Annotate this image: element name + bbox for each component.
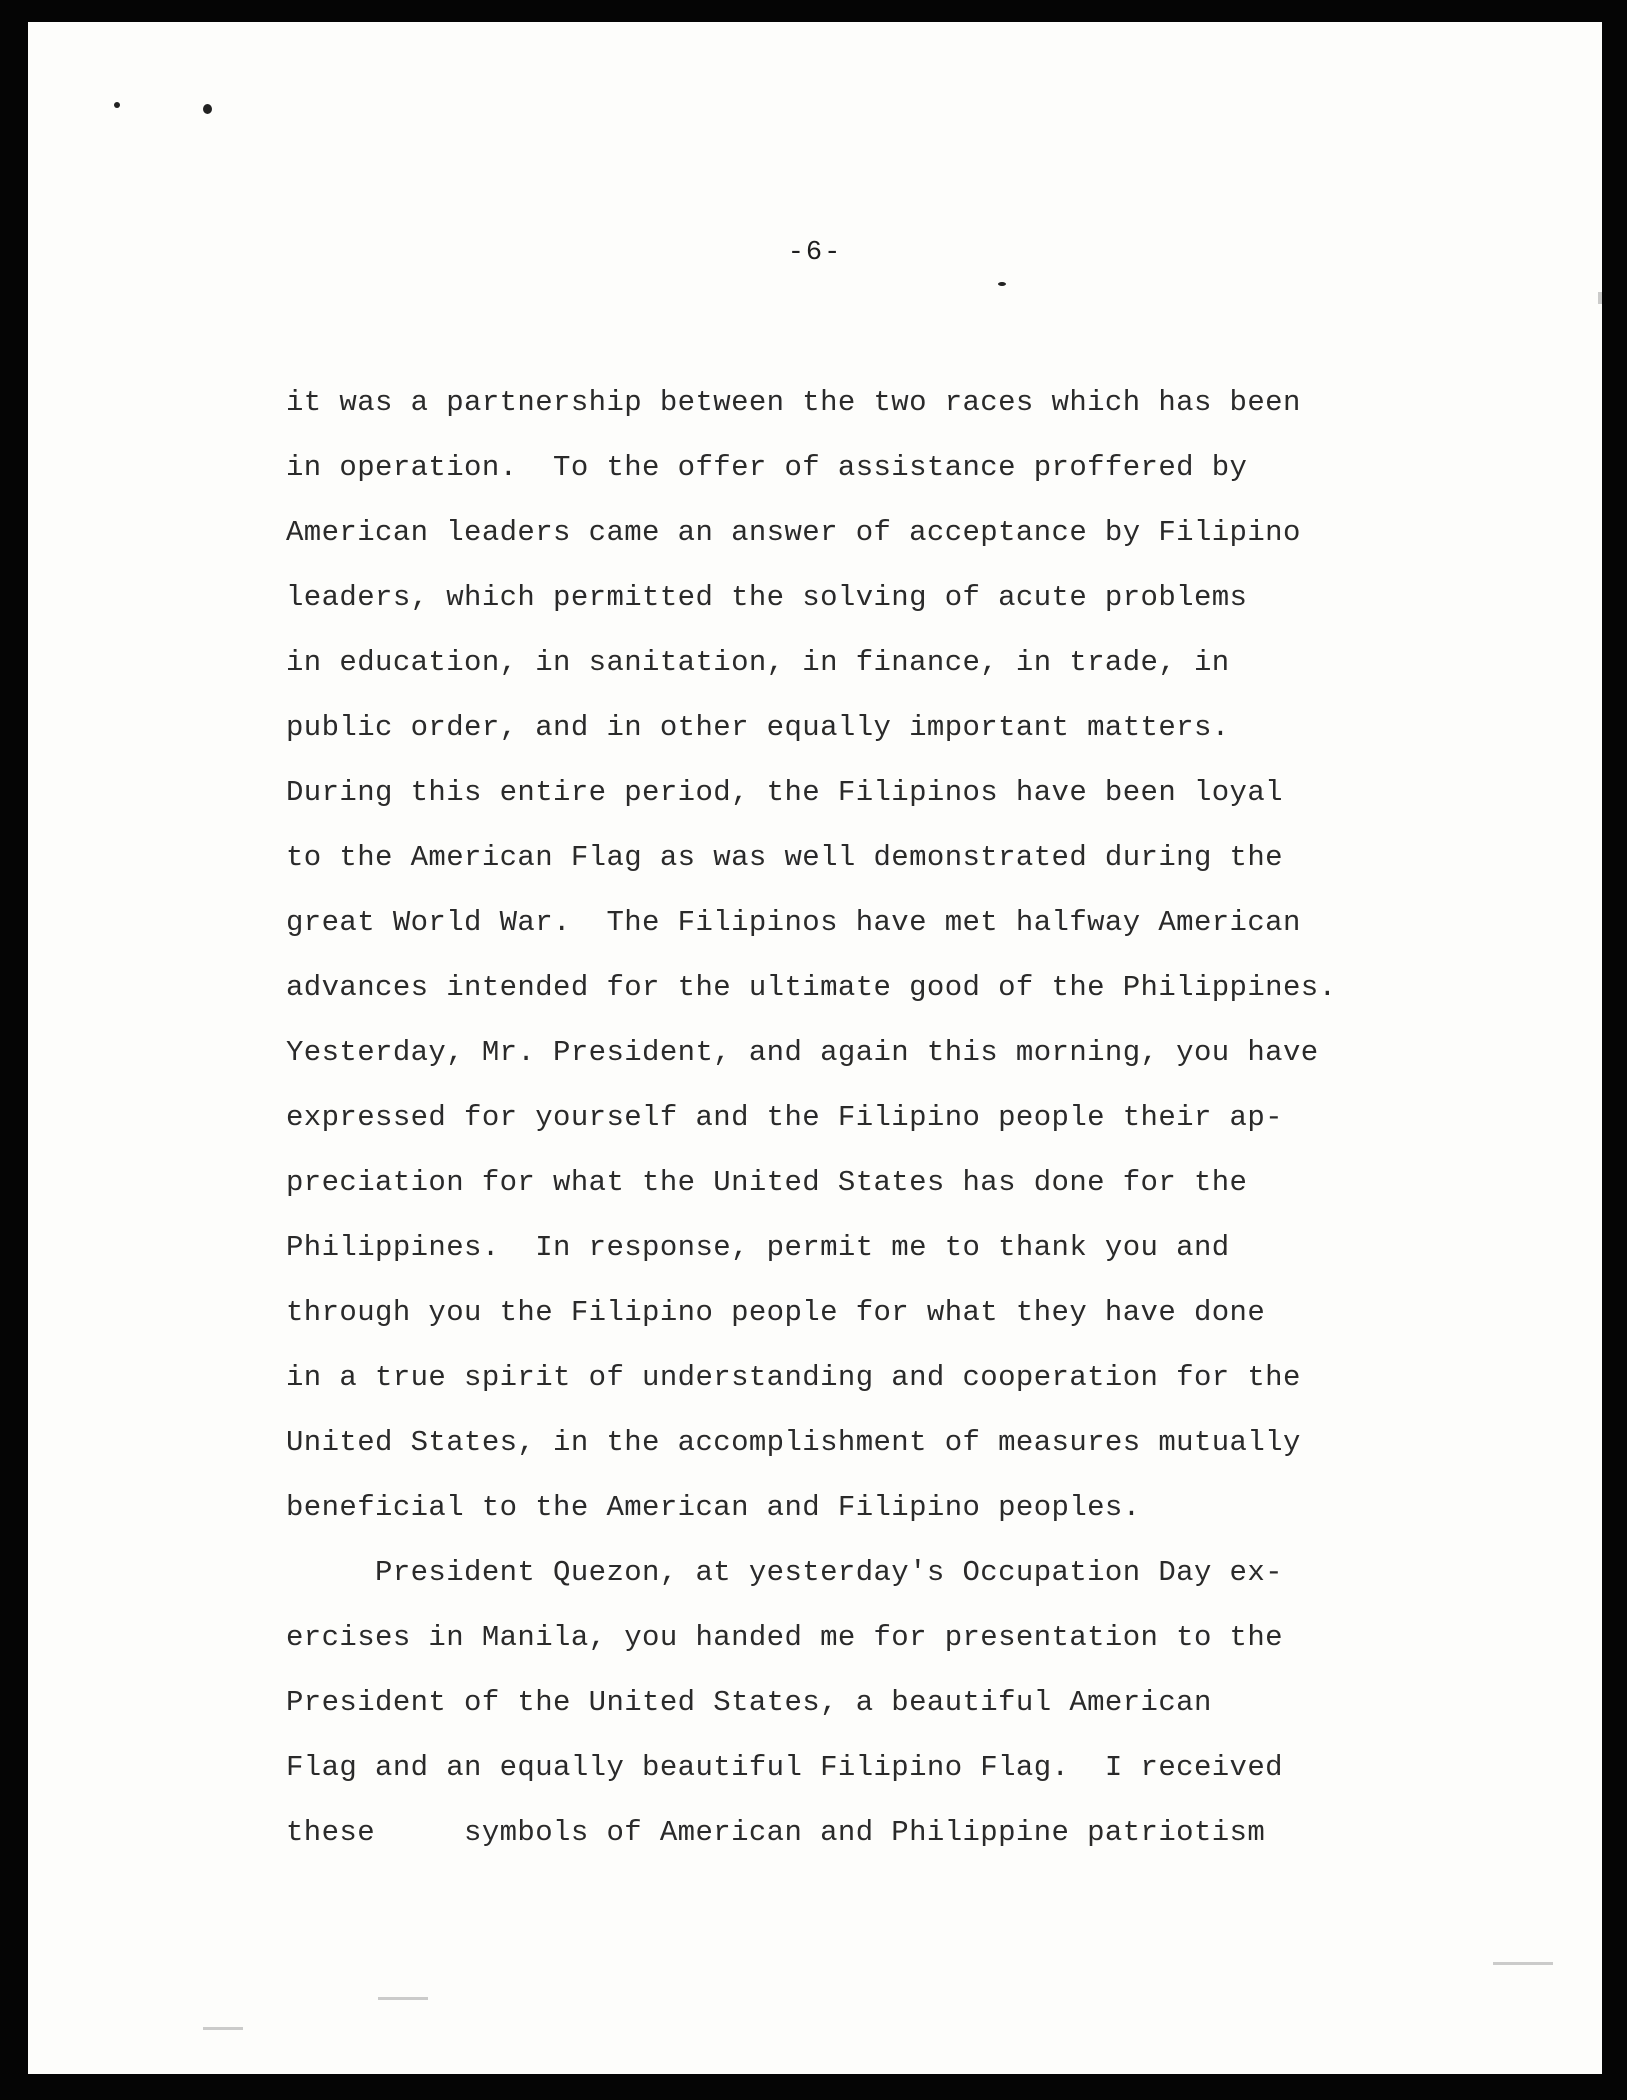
scan-smudge xyxy=(1493,1962,1553,1965)
text-line: President of the United States, a beautiful American xyxy=(286,1686,1212,1719)
text-line: American leaders came an answer of acceptance by Filipino xyxy=(286,516,1301,549)
text-line: advances intended for the ultimate good of the Philippines. xyxy=(286,971,1337,1004)
text-line: to the American Flag as was well demonstrated during the xyxy=(286,841,1283,874)
text-line: beneficial to the American and Filipino peoples. xyxy=(286,1491,1141,1524)
text-line: preciation for what the United States has done for the xyxy=(286,1166,1248,1199)
text-line: United States, in the accomplishment of measures mutually xyxy=(286,1426,1301,1459)
text-line: great World War. The Filipinos have met halfway American xyxy=(286,906,1301,939)
scan-speck xyxy=(203,104,212,114)
scan-smudge xyxy=(203,2027,243,2030)
text-line: leaders, which permitted the solving of acute problems xyxy=(286,581,1248,614)
text-line: Philippines. In response, permit me to thank you and xyxy=(286,1231,1230,1264)
text-line: ercises in Manila, you handed me for presentation to the xyxy=(286,1621,1283,1654)
scan-smudge xyxy=(378,1997,428,2000)
text-line: these symbols of American and Philippine patriotism xyxy=(286,1816,1266,1849)
text-line: expressed for yourself and the Filipino people their ap- xyxy=(286,1101,1283,1134)
text-line: it was a partnership between the two races which has been xyxy=(286,386,1301,419)
text-line: in education, in sanitation, in finance, in trade, in xyxy=(286,646,1230,679)
typed-body-text xyxy=(286,370,1486,1865)
text-line: public order, and in other equally important matters. xyxy=(286,711,1230,744)
text-line: President Quezon, at yesterday's Occupation Day ex- xyxy=(286,1556,1283,1589)
text-line: Yesterday, Mr. President, and again this morning, you have xyxy=(286,1036,1319,1069)
text-line: Flag and an equally beautiful Filipino Flag. I received xyxy=(286,1751,1283,1784)
scan-speck xyxy=(998,282,1006,286)
scan-smudge xyxy=(1598,292,1602,304)
text-line: in a true spirit of understanding and cooperation for the xyxy=(286,1361,1301,1394)
scan-speck xyxy=(114,102,120,108)
document-page xyxy=(28,22,1602,2074)
text-line: During this entire period, the Filipinos have been loyal xyxy=(286,776,1283,809)
text-line: in operation. To the offer of assistance proffered by xyxy=(286,451,1248,484)
text-line: through you the Filipino people for what they have done xyxy=(286,1296,1266,1329)
page-number: -6- xyxy=(787,238,843,268)
